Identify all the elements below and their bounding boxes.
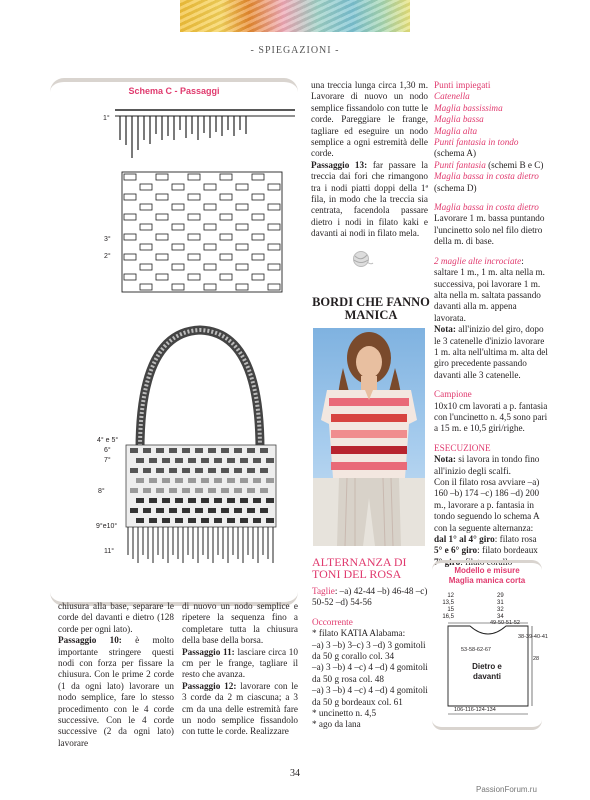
knot-mark	[182, 448, 190, 453]
knot-mark	[162, 478, 170, 483]
knot-mark	[227, 518, 235, 523]
step-label: Passaggio 13:	[311, 159, 368, 170]
campione-label: Campione	[434, 389, 472, 400]
knot-mark	[266, 518, 274, 523]
round-label: 5° e 6° giro	[434, 545, 478, 556]
paragraph: all'inizio del giro, dopo le 3 catenelle d'inizio lavorare 1 m. alta nell'ultima m. alta del giro precedente passando davanti alle 3 catenelle.	[434, 324, 548, 380]
knot-mark	[208, 508, 216, 513]
knot-mark	[227, 458, 235, 463]
punto-item: Maglia bassa in costa dietro	[434, 171, 539, 182]
knot-mark	[169, 488, 177, 493]
row-label-11: 11°	[104, 548, 115, 555]
paragraph: chiusura alla base, separare le corde del davanti e dietro (128 corde per ogni lato).	[58, 601, 174, 634]
knot-mark	[227, 478, 235, 483]
knot-mark	[214, 458, 222, 463]
model-photo	[313, 328, 425, 546]
knot-mark	[195, 488, 203, 493]
costa-title: Maglia bassa in costa dietro	[434, 202, 539, 213]
knot-mark	[247, 488, 255, 493]
row-label-7: 7°	[104, 457, 111, 464]
knot-mark	[208, 488, 216, 493]
knot-mark	[260, 508, 268, 513]
knot-mark	[201, 498, 209, 503]
knot-mark	[175, 498, 183, 503]
occorrente-line: * uncinetto n. 4,5	[312, 708, 377, 719]
knot-mark	[195, 448, 203, 453]
knot-mark	[162, 498, 170, 503]
bordi-title: BORDI CHE FANNO MANICA	[312, 295, 430, 322]
body-label: Dietro e davanti	[472, 662, 502, 681]
knot-mark	[234, 508, 242, 513]
punto-item: Maglia bassissima	[434, 102, 503, 113]
knot-mark	[240, 458, 248, 463]
paragraph: Lavorare 1 m. bassa puntando l'uncinetto solo nel filo dietro della m. di base.	[434, 213, 545, 247]
alternanza-title: ALTERNANZA DI TONI DEL ROSA	[312, 555, 407, 581]
punto-item: Catenella	[434, 91, 470, 102]
knot-mark	[136, 498, 144, 503]
knot-mark	[221, 468, 229, 473]
schema-c-title: Schema C - Passaggi	[128, 86, 220, 96]
punto-ref: (schema D)	[434, 182, 477, 193]
knot-mark	[253, 518, 261, 523]
step-label: Passaggio 10:	[58, 635, 122, 646]
knot-mark	[136, 458, 144, 463]
taglie-text: : –a) 42-44 –b) 46-48 –c) 50-52 –d) 54-56	[312, 586, 428, 608]
row-label-9-10: 9°e10°	[96, 523, 118, 530]
knot-mark	[208, 468, 216, 473]
knot-mark	[247, 468, 255, 473]
occorrente-line: –a) 3 –b) 4 –c) 4 –d) 4 gomitoli da 50 g rosa col. 48	[312, 662, 428, 684]
knot-mark	[253, 498, 261, 503]
paragraph: una treccia lunga circa 1,30 m. Lavorare di nuovo un nodo semplice fissandolo con tutte le corde. Pareggiare le frange, tagliare ed eseguire un nodo semplice a ogni estremità delle corde.	[311, 80, 428, 159]
knot-mark	[201, 458, 209, 463]
text-col-mid	[182, 601, 298, 738]
modello-title-1: Modello e misure	[454, 566, 520, 575]
row-label-1: 1°	[103, 115, 110, 122]
knot-mark	[266, 458, 274, 463]
knot-mark	[136, 518, 144, 523]
knot-mark	[169, 508, 177, 513]
knot-mark	[240, 498, 248, 503]
knot-mark	[143, 488, 151, 493]
esecuzione-label: ESECUZIONE	[434, 442, 491, 453]
punto-item: Maglia alta	[434, 125, 478, 136]
occorrente-line: –a) 3 –b) 3–c) 3 –d) 3 gomitoli da 50 g corallo col. 34	[312, 639, 426, 662]
modello-title-2: Maglia manica corta	[448, 576, 526, 585]
knot-mark	[214, 498, 222, 503]
knot-mark	[221, 508, 229, 513]
knot-mark	[240, 478, 248, 483]
occorrente-line: * filato KATIA Alabama:	[312, 628, 406, 639]
knot-mark	[136, 478, 144, 483]
text-col-right	[434, 80, 548, 568]
page-number: 34	[290, 768, 300, 779]
knot-mark	[162, 518, 170, 523]
bag-handle	[140, 330, 260, 450]
step-label: Passaggio 12:	[182, 680, 237, 691]
knot-mark	[169, 448, 177, 453]
round-text: : filato bordeaux	[477, 545, 538, 556]
knot-mark	[260, 448, 268, 453]
knot-mark	[149, 518, 157, 523]
taglie-label: Taglie	[312, 586, 335, 596]
occorrente-label: Occorrente	[312, 616, 353, 627]
knot-mark	[156, 448, 164, 453]
paragraph: Con il filato rosa avviare –a) 160 –b) 174 –c) 186 –d) 200 m., lavorare a p. fantasia in tondo seguendo lo schema A con la seguente alternanza:	[434, 477, 540, 533]
round-label: dal 1° al 4° giro	[434, 534, 495, 545]
knot-mark	[188, 478, 196, 483]
knot-mark	[188, 518, 196, 523]
knot-mark	[240, 518, 248, 523]
round-text: : filato corallo	[460, 556, 513, 567]
knot-mark	[234, 468, 242, 473]
materials-block	[312, 586, 430, 731]
knot-mark	[149, 478, 157, 483]
knot-mark	[266, 498, 274, 503]
nota-label: Nota:	[434, 454, 456, 465]
knot-mark	[221, 488, 229, 493]
knot-mark	[195, 508, 203, 513]
knot-mark	[130, 508, 138, 513]
occorrente-line: * ago da lana	[312, 719, 361, 730]
shoulder-right-nums: 29 31 32 34	[497, 593, 504, 620]
knot-mark	[221, 448, 229, 453]
knot-mark	[188, 498, 196, 503]
paragraph: è molto importante stringere questi nodi con forza per fissare la chiusura. Con le prime 2 corde (1 da ogni lato) lavorare un nodo semplice, fare lo stesso procedimento con le 4 corde successive. Con le 4 corde successive (2 da ogni lato) lavorare	[58, 635, 174, 748]
incrociate-label: 2 maglie alte incrociate	[434, 255, 522, 266]
nota-label: Nota:	[434, 324, 456, 335]
paragraph: di nuovo un nodo semplice e ripetere la sequenza fino a completare tutta la chiusura della base della borsa.	[182, 601, 298, 646]
knot-mark	[156, 508, 164, 513]
knot-mark	[175, 458, 183, 463]
knot-mark	[156, 488, 164, 493]
knot-mark	[234, 488, 242, 493]
side-measure-2: 38-39-40-41	[518, 634, 548, 640]
knot-mark	[214, 518, 222, 523]
punto-ref: (schemi B e C)	[485, 159, 544, 170]
fringe-top	[120, 116, 246, 158]
row-label-2: 2°	[104, 253, 111, 260]
punto-item: Punti fantasia	[434, 159, 486, 170]
knot-mark	[175, 518, 183, 523]
knot-mark	[253, 478, 261, 483]
knot-mark	[182, 468, 190, 473]
yarn-ball-icon	[352, 250, 374, 268]
knot-mark	[143, 468, 151, 473]
header-yarn-stripe	[180, 0, 410, 32]
knot-mark	[188, 458, 196, 463]
knot-mark	[182, 508, 190, 513]
bag-body	[126, 445, 276, 527]
knot-mark	[143, 508, 151, 513]
knot-mark	[156, 468, 164, 473]
fringe-bottom	[128, 527, 273, 563]
knot-mark	[169, 468, 177, 473]
knot-mark	[149, 458, 157, 463]
knot-mark	[208, 448, 216, 453]
text-col-left	[58, 601, 174, 749]
step-label: Passaggio 11:	[182, 646, 235, 657]
knot-mark	[195, 468, 203, 473]
punto-ref: (schema A)	[434, 148, 477, 159]
modello-title	[432, 566, 542, 586]
shoulder-left-nums: 12 13,5 15 16,5	[442, 593, 454, 620]
knot-mark	[260, 488, 268, 493]
bottom-measure: 106-116-124-134	[454, 707, 496, 713]
knot-mark	[143, 448, 151, 453]
knot-mark	[247, 508, 255, 513]
knot-mark	[130, 488, 138, 493]
row-label-3: 3°	[104, 236, 111, 243]
knot-mark	[266, 478, 274, 483]
knot-mark	[260, 468, 268, 473]
row-label-4-5: 4° e 5°	[97, 437, 119, 444]
row-label-6: 6°	[104, 447, 111, 454]
paragraph: lavorare con le 3 corde da 2 m ciascuna; a 3 cm da una delle estremità fare un nodo semplice fissandolo con tutte le corde. Realizzare	[182, 680, 298, 737]
knot-mark	[253, 458, 261, 463]
side-measure-3: 28	[533, 656, 540, 662]
schema-c-diagram	[60, 100, 300, 580]
knot-mark	[175, 478, 183, 483]
text-col-center	[311, 80, 428, 240]
paragraph: 10x10 cm lavorati a p. fantasia con l'uncinetto n. 4,5 sono pari a 15 m. e 10,5 giri/righe.	[434, 400, 548, 434]
knot-mark	[130, 448, 138, 453]
round-label: 7° giro	[434, 556, 461, 567]
punto-item: Maglia bassa	[434, 114, 484, 125]
punti-label: Punti impiegati	[434, 80, 491, 90]
knot-mark	[130, 468, 138, 473]
section-title: - SPIEGAZIONI -	[250, 45, 340, 56]
occorrente-line: –a) 3 –b) 4 –c) 4 –d) 4 gomitoli da 50 g bordeaux col. 61	[312, 685, 428, 707]
punto-item: Punti fantasia in tondo	[434, 137, 519, 148]
neck-measure: 53-58-62-67	[461, 647, 491, 653]
knot-mark	[234, 448, 242, 453]
side-measure-1: 49-50-51-52	[490, 620, 520, 626]
knot-mark	[227, 498, 235, 503]
knot-mark	[149, 498, 157, 503]
knot-mark	[201, 518, 209, 523]
paragraph: far passare la treccia dai fori che rimangono tra i nodi piatti doppi della 1ª fila, in modo che la treccia sia centrata, facendola passare dietro i nodi in filato kaki e davanti ai nodi in filato mela.	[311, 159, 428, 239]
paragraph: si lavora in tondo fino all'inizio degli scalfi.	[434, 454, 540, 476]
knot-mark	[162, 458, 170, 463]
row-label-8: 8°	[98, 488, 105, 495]
knot-mark	[214, 478, 222, 483]
paragraph: lasciare circa 10 cm per le frange, tagliare il resto che avanza.	[182, 646, 298, 680]
knot-mark	[247, 448, 255, 453]
knot-mark	[201, 478, 209, 483]
watermark: PassionForum.ru	[476, 785, 537, 794]
knot-mark	[182, 488, 190, 493]
paragraph: : saltare 1 m., 1 m. alta nella m. successiva, poi lavorare 1 m. alta nella m. saltata passando davanti alla m. appena lavorata.	[434, 255, 545, 323]
round-text: : filato rosa	[494, 534, 537, 545]
